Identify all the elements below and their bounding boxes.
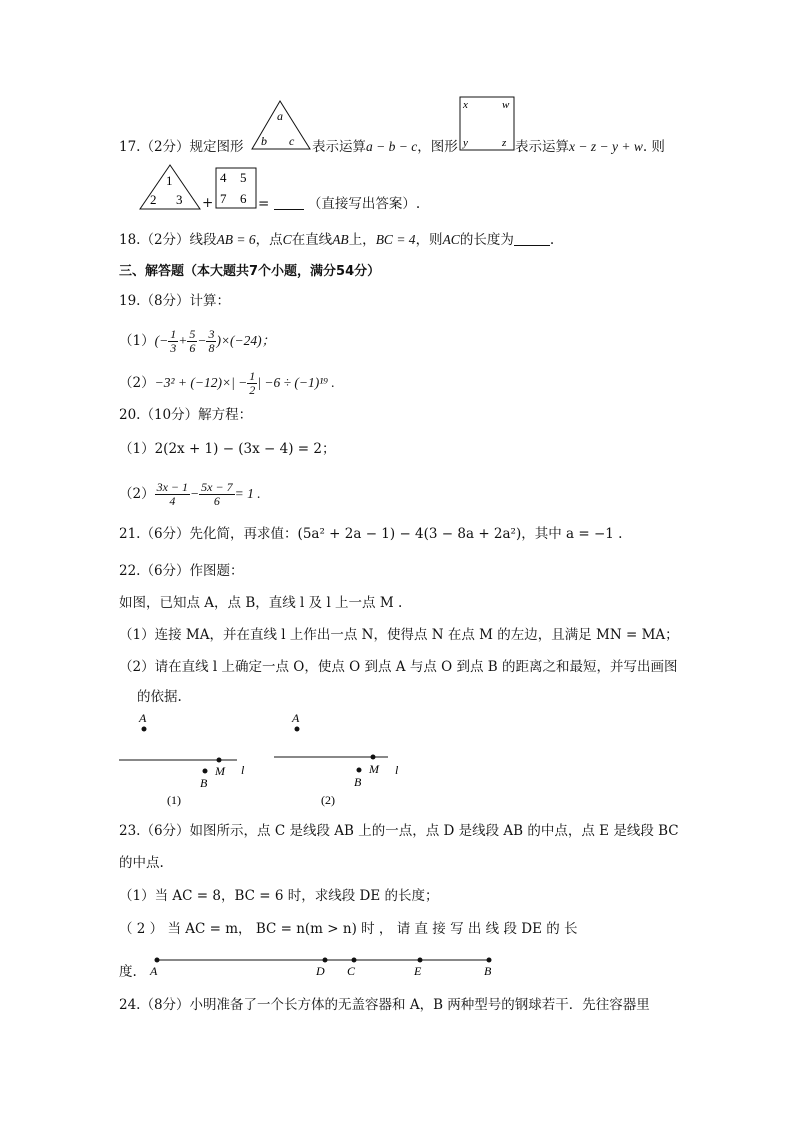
point-D	[323, 958, 328, 963]
triangle-figure-abc	[250, 99, 312, 151]
fig1-point-M	[217, 758, 222, 763]
q19-part2: （2）−3² + (−12)×| − $\frac{1}{2}$ | −6 ÷ (−1)¹⁹ .	[119, 369, 335, 397]
q22-part1: （1）连接 MA，并在直线 l 上作出一点 N，使得点 N 在点 M 的左边，且满足 MN = MA；	[119, 627, 679, 643]
tri-label-a: a	[277, 109, 283, 123]
box-label-x: x	[463, 99, 468, 111]
box2-tl: 4	[220, 170, 227, 185]
fig2-caption: (2)	[321, 793, 335, 807]
fig1-label-M: M	[215, 764, 225, 778]
fig1-point-B	[203, 769, 208, 774]
box2-tr: 5	[240, 170, 247, 185]
q22-part2b: 的依据.	[137, 689, 182, 705]
point-E	[418, 958, 423, 963]
q17-line1: 17.（2分）规定图形	[119, 139, 244, 155]
question-21: 21.（6分）先化简，再求值：(5a² + 2a − 1) − 4(3 − 8a + 2a²)，其中 a = −1 .	[119, 526, 623, 542]
label-B: B	[484, 964, 492, 978]
box-label-z: z	[502, 137, 507, 149]
q23-line2: 的中点.	[119, 855, 164, 871]
fig2-point-A	[295, 727, 300, 732]
fig1-label-l: l	[241, 763, 245, 777]
label-D: D	[316, 964, 325, 978]
fig2-label-A: A	[292, 711, 300, 725]
box-label-y: y	[463, 137, 468, 149]
fig2-label-l: l	[395, 763, 399, 777]
q22-figure-2	[270, 708, 410, 808]
point-A	[155, 958, 160, 963]
q20-part2: （2） $\frac{3x - 1}{4}$ − $\frac{5x - 7}{6}$ = 1 .	[119, 480, 261, 508]
box2-bl: 7	[220, 191, 227, 206]
box-label-w: w	[502, 99, 510, 111]
fig1-label-A: A	[139, 711, 147, 725]
q22-title: 22.（6分）作图题：	[119, 563, 244, 579]
tri2-label-left: 2	[150, 192, 157, 207]
fig2-label-B: B	[354, 775, 362, 789]
q19-title: 19.（8分）计算：	[119, 293, 231, 309]
point-B	[487, 958, 492, 963]
q23-segment-figure	[140, 948, 510, 982]
question-18: 18.（2分）线段AB = 6，点C在直线AB上，BC = 4，则AC的长度为 .	[119, 232, 555, 248]
fig2-label-M: M	[369, 762, 379, 776]
fig1-caption: (1)	[167, 793, 181, 807]
q17-line2: = （直接写出答案）.	[258, 196, 421, 212]
tri2-label-top: 1	[166, 173, 173, 188]
square-figure-xwyz	[459, 96, 515, 152]
question-24: 24.（8分）小明准备了一个长方体的无盖容器和 A，B 两种型号的钢球若干．先往容器里	[119, 997, 650, 1013]
point-C	[352, 958, 357, 963]
square-figure-4576	[215, 167, 257, 209]
fig1-point-A	[142, 727, 147, 732]
q23-line1: 23.（6分）如图所示，点 C 是线段 AB 上的一点，点 D 是线段 AB 的中点，点 E 是线段 BC	[119, 823, 679, 839]
q23-part2-end: 度.	[119, 964, 137, 980]
q23-part2: （ 2 ） 当 AC = m， BC = n(m > n) 时 ， 请 直 接 写 出 线 段 DE 的 长	[119, 921, 578, 937]
q20-title: 20.（10分）解方程：	[119, 407, 253, 423]
tri-label-b: b	[261, 134, 267, 148]
q23-part1: （1）当 AC = 8，BC = 6 时，求线段 DE 的长度；	[119, 888, 439, 904]
answer-blank-17[interactable]	[274, 195, 304, 210]
fig2-point-M	[371, 755, 376, 760]
tri2-label-right: 3	[176, 192, 183, 207]
label-C: C	[347, 964, 356, 978]
box2-br: 6	[240, 191, 247, 206]
q22-part2a: （2）请在直线 l 上确定一点 O，使点 O 到点 A 与点 O 到点 B 的距离之和最短，并写出画图	[119, 659, 678, 675]
q22-intro: 如图，已知点 A，点 B，直线 l 及 l 上一点 M .	[119, 595, 403, 611]
fig2-point-B	[357, 768, 362, 773]
label-E: E	[414, 964, 422, 978]
q17-line1c: 表示运算x − z − y + w. 则	[515, 139, 665, 155]
fig1-label-B: B	[200, 776, 208, 790]
q22-figure-1	[115, 708, 255, 808]
q19-part1: （1）(− $\frac{1}{3}$ + $\frac{5}{6}$ − $\frac{3}{8}$ )×(−24)；	[119, 327, 276, 355]
triangle-figure-123	[138, 163, 202, 211]
q17-line1b: 表示运算a − b − c，图形	[312, 139, 458, 155]
tri-label-c: c	[289, 134, 295, 148]
section-heading-3: 三、解答题（本大题共7个小题，满分54分）	[119, 264, 381, 279]
q17-plus: +	[202, 195, 214, 211]
answer-blank-18[interactable]	[514, 231, 550, 246]
q20-part1: （1）2(2x + 1) − (3x − 4) = 2；	[119, 441, 336, 457]
label-A: A	[150, 964, 158, 978]
